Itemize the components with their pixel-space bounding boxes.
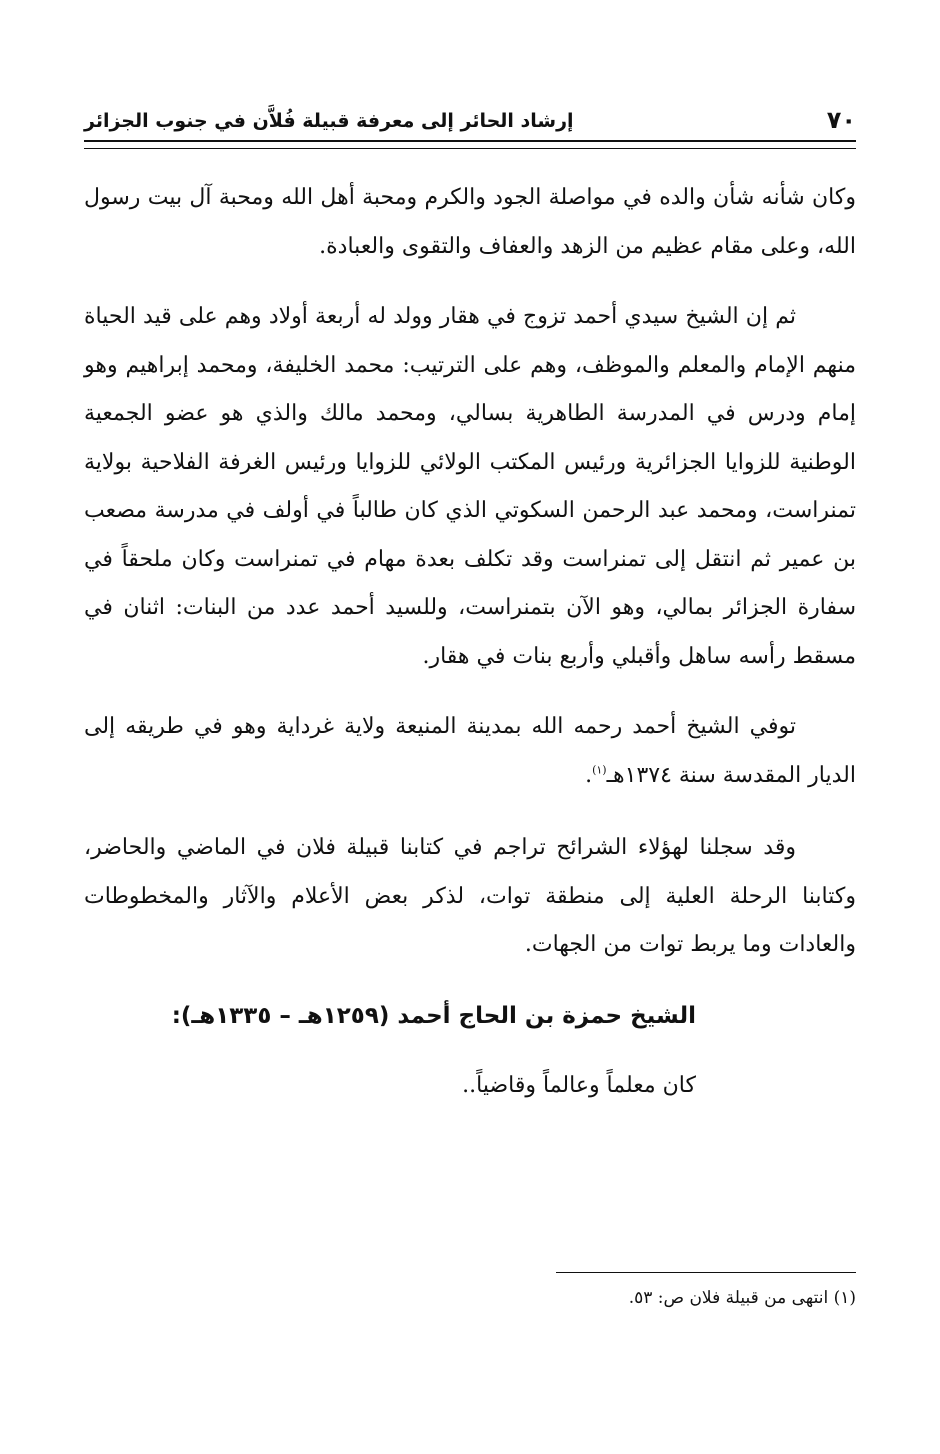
page-number: ٧٠ — [826, 106, 856, 134]
paragraph-1: وكان شأنه شأن والده في مواصلة الجود والكرم ومحبة أهل الله ومحبة آل بيت رسول الله، وعلى مقام عظيم من الزهد والعفاف والتقوى والعبادة. — [84, 185, 856, 259]
main-text — [84, 174, 856, 1132]
book-title: إرشاد الحائر إلى معرفة قبيلة فُلاَّن في جنوب الجزائر — [84, 110, 574, 132]
section-heading: الشيخ حمزة بن الحاج أحمد (١٢٥٩هـ – ١٣٣٥هـ): — [171, 1002, 696, 1029]
paragraph-2: ثم إن الشيخ سيدي أحمد تزوج في هقار وولد له أربعة أولاد وهم على قيد الحياة منهم الإمام والمعلم والموظف، وهم على الترتيب: محمد الخليفة، ومحمد إبراهيم وهو إمام ودرس في المدرسة الطاهرية بسالي، ومحمد مالك والذي هو عضو الجمعية الوطنية للزوايا الجزائرية ورئيس المكتب الولائي للزوايا ورئيس الغرفة الفلاحية بولاية تمنراست، ومحمد عبد الرحمن السكوتي الذي كان طالباً في أولف في مدرسة مصعب بن عمير ثم انتقل إلى تمنراست وقد تكلف بعدة مهام في تمنراست وكان ملحقاً في سفارة الجزائر بمالي، وهو الآن بتمنراست، وللسيد أحمد عدد من البنات: اثنان في مسقط رأسه ساهل وأقبلي وأربع بنات في هقار. — [84, 304, 856, 669]
footnote: (١) انتهى من قبيلة فلان ص: ٥٣. — [628, 1288, 856, 1308]
running-header — [84, 100, 856, 140]
section-heading-text: كان معلماً وعالماً وقاضياً.. — [462, 1072, 696, 1098]
footnote-reference[interactable]: (١) — [592, 763, 607, 777]
paragraph-3: توفي الشيخ أحمد رحمه الله بمدينة المنيعة ولاية غرداية وهو في طريقه إلى الديار المقدسة سنة ١٣٧٤هـ$^{(١)}$. — [84, 714, 856, 788]
paragraph-4: وقد سجلنا لهؤلاء الشرائح تراجم في كتابنا قبيلة فلان في الماضي والحاضر، وكتابنا الرحلة العلية إلى منطقة توات، لذكر بعض الأعلام والآثار والمخطوطات والعادات وما يربط توات من الجهات. — [84, 835, 856, 957]
footnote-separator — [556, 1272, 856, 1273]
paragraph-3-text: توفي الشيخ أحمد رحمه الله بمدينة المنيعة ولاية غرداية وهو في طريقه إلى الديار المقدسة سنة ١٣٧٤هـ — [84, 714, 856, 788]
header-double-rule — [84, 140, 856, 149]
